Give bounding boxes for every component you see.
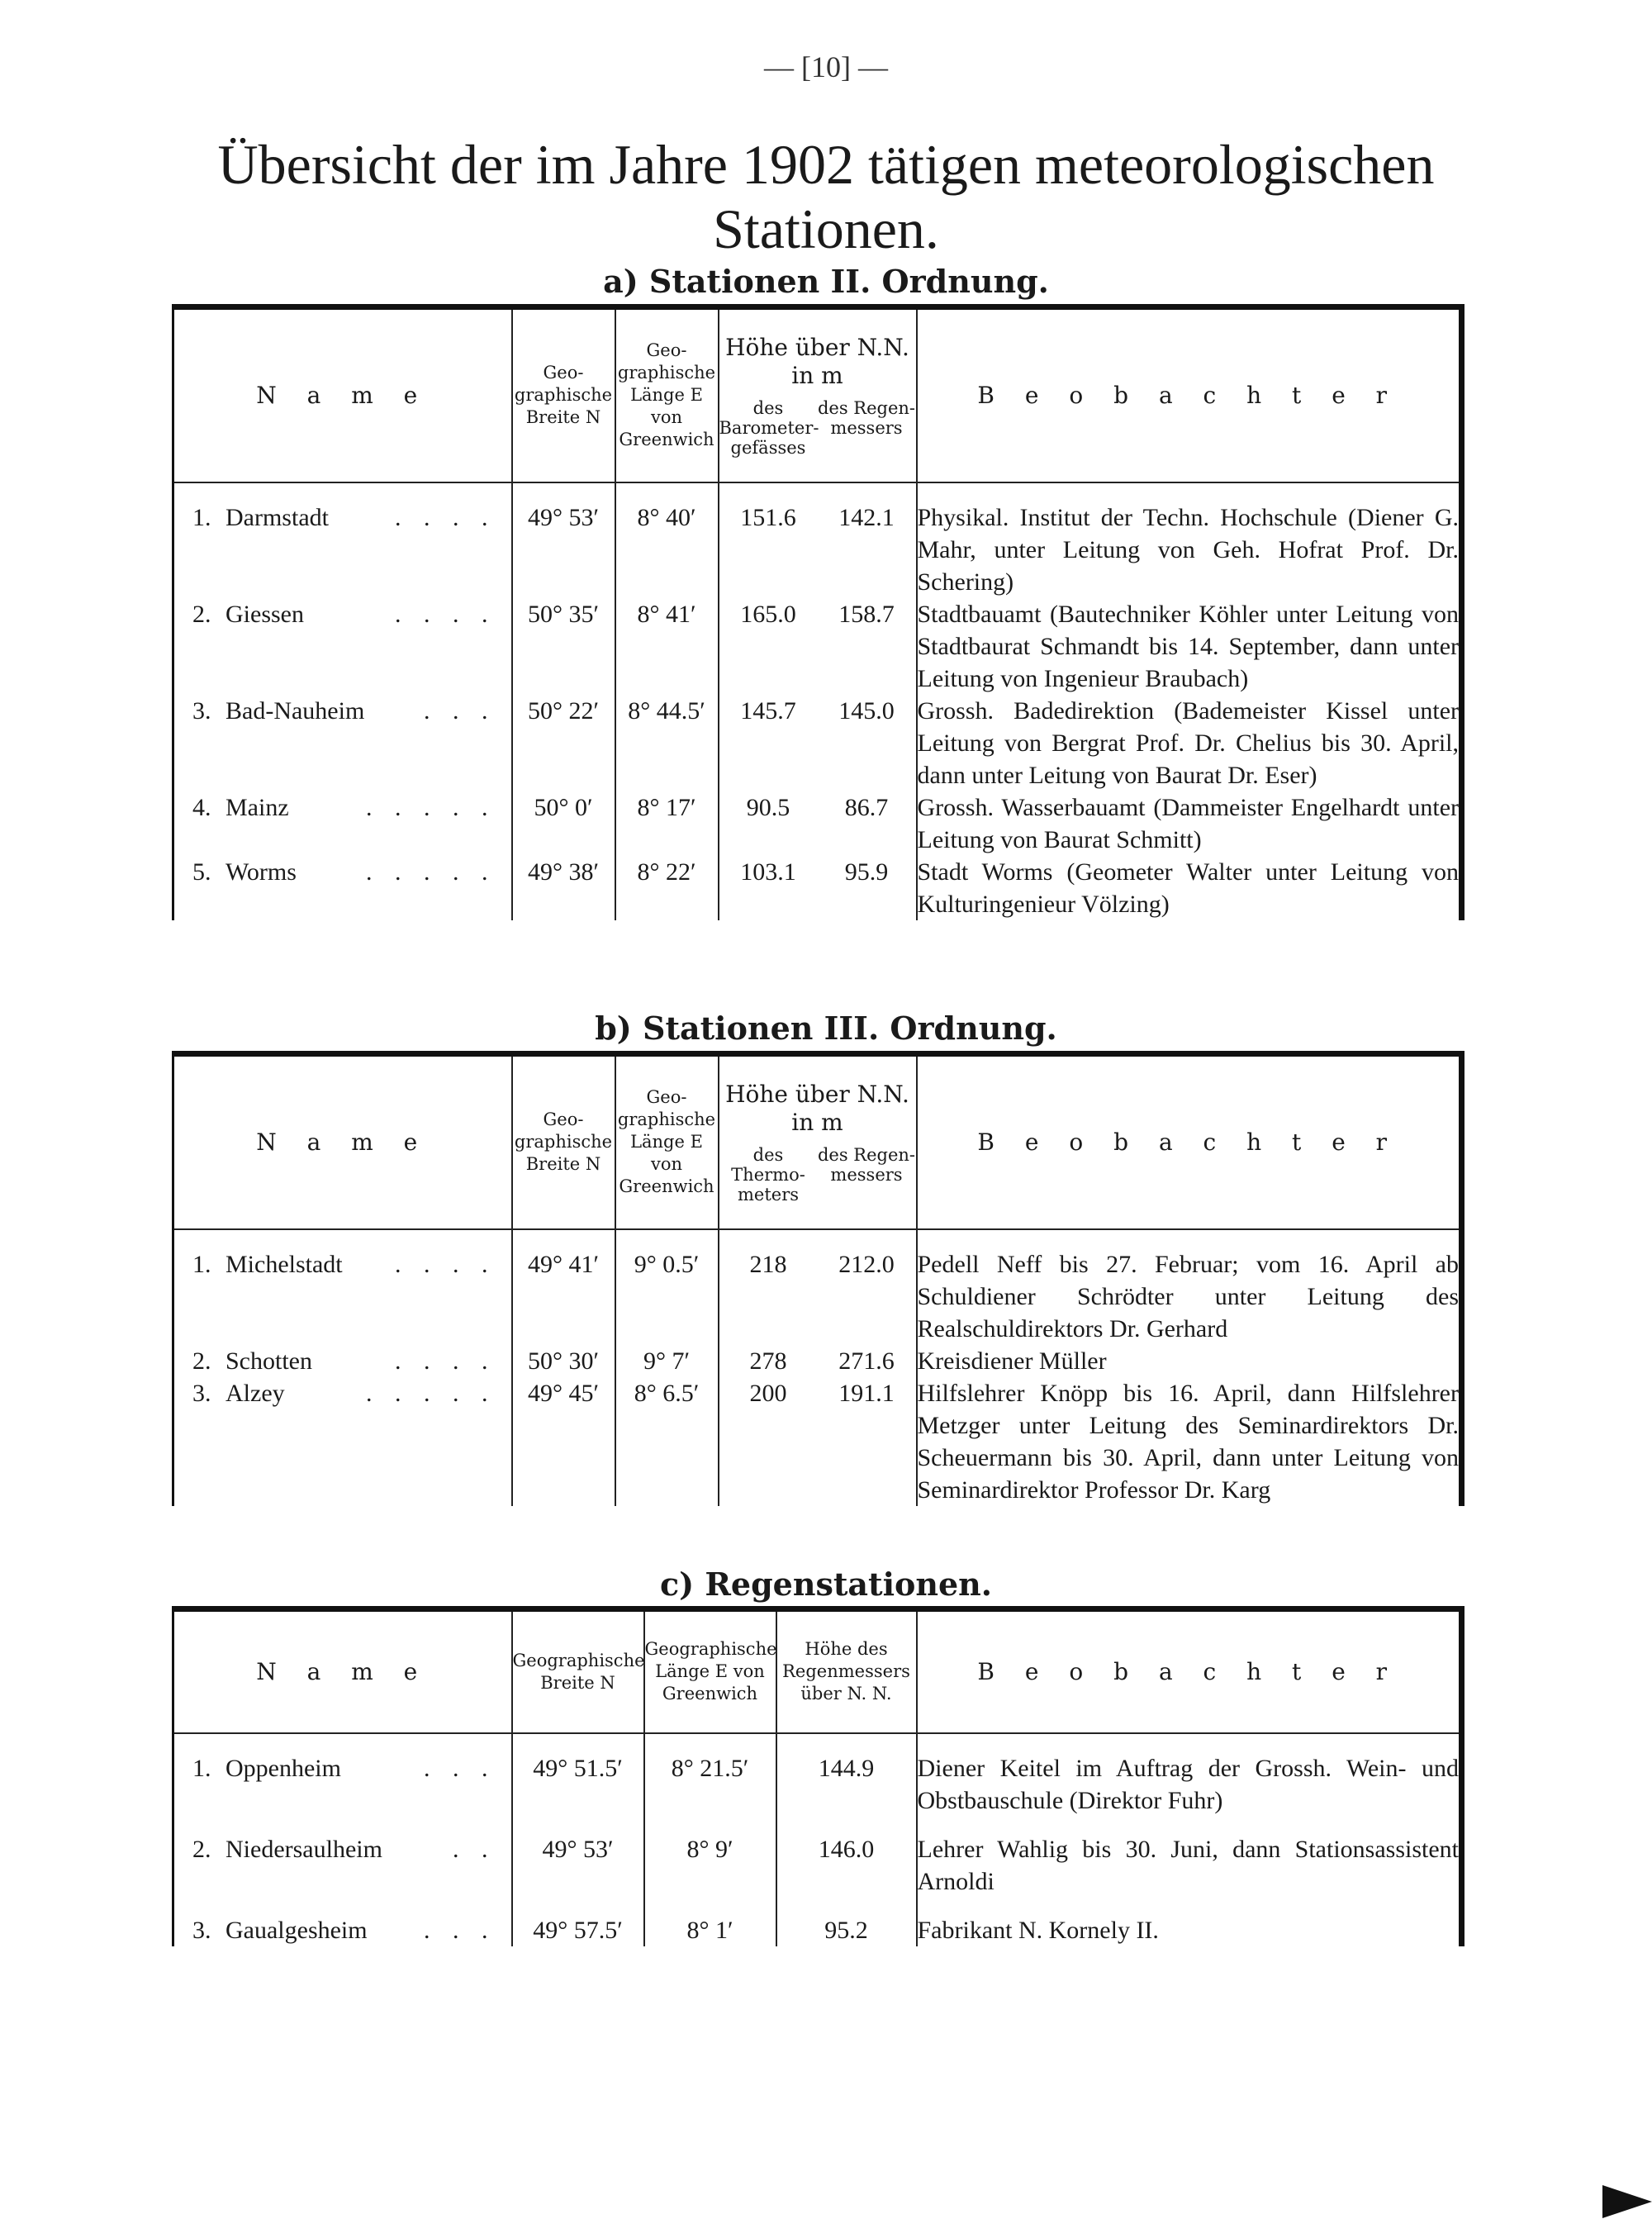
col-header-breite: Geographische Breite N xyxy=(512,1609,644,1733)
beobachter-value: Diener Keitel im Auftrag der Grossh. Wein- und Obstbauschule (Direktor Fuhr) xyxy=(917,1733,1462,1817)
hoehe-sub-regenmesser: des Regen-messers xyxy=(817,1144,916,1185)
row-number: 4. xyxy=(192,793,211,821)
col-header-beobachter: B e o b a c h t e r xyxy=(917,307,1462,482)
col-header-breite: Geo-graphische Breite N xyxy=(512,1054,615,1229)
leader-dots: . . . . xyxy=(395,1347,496,1375)
table-stationen-iii xyxy=(172,1051,1464,1506)
table-row xyxy=(173,1377,1462,1506)
hoehe-value-1: 218 xyxy=(749,1250,787,1278)
leader-dots: . . . xyxy=(424,1916,496,1944)
hoehe-value-2: 145.0 xyxy=(838,696,895,725)
hoehe-sub-thermometer: des Thermo-meters xyxy=(731,1144,805,1205)
station-name: Michelstadt xyxy=(225,1250,343,1278)
hoehe-value-1: 278 xyxy=(749,1347,787,1375)
row-number: 5. xyxy=(192,858,211,886)
leader-dots: . . . . . xyxy=(366,1379,496,1407)
leader-dots: . . . xyxy=(424,696,496,725)
table-row xyxy=(173,598,1462,695)
beobachter-value: Lehrer Wahlig bis 30. Juni, dann Stationsassistent Arnoldi xyxy=(917,1833,1462,1898)
hoehe-value-1: 200 xyxy=(749,1379,787,1407)
station-name: Giessen xyxy=(225,600,304,628)
breite-value: 50° 30′ xyxy=(512,1345,615,1377)
breite-value: 50° 22′ xyxy=(512,695,615,791)
row-number: 1. xyxy=(192,1754,211,1782)
table-row xyxy=(173,482,1462,598)
hoehe-label: Höhe über N.N. in m xyxy=(725,1080,909,1136)
beobachter-value: Grossh. Badedirektion (Bademeister Kissel unter Leitung von Bergrat Prof. Dr. Chelius bis 30. April, dann unter Leitung von Baurat Dr. Eser) xyxy=(917,695,1462,791)
laenge-value: 9° 0.5′ xyxy=(615,1229,719,1345)
leader-dots: . . xyxy=(453,1835,496,1863)
hoehe-value-2: 212.0 xyxy=(838,1250,895,1278)
station-name: Worms xyxy=(225,858,297,886)
hoehe-sub-regenmesser: des Regen-messers xyxy=(817,397,916,438)
section-heading-b: b) Stationen III. Ordnung. xyxy=(595,1010,1057,1047)
breite-value: 49° 53′ xyxy=(512,482,615,598)
beobachter-value: Pedell Neff bis 27. Februar; vom 16. April ab Schuldiener Schrödter unter Leitung des Realschuldirektors Dr. Gerhard xyxy=(917,1229,1462,1345)
table-regenstationen xyxy=(172,1606,1464,1946)
breite-value: 49° 53′ xyxy=(512,1833,644,1898)
row-number: 3. xyxy=(192,696,211,725)
beobachter-value: Hilfslehrer Knöpp bis 16. April, dann Hilfslehrer Metzger unter Leitung des Seminardirektors Dr. Scheuermann bis 30. April, dann unter Leitung von Seminardirektor Professor Dr. Karg xyxy=(917,1377,1462,1506)
leader-dots: . . . . xyxy=(395,503,496,531)
beobachter-value: Physikal. Institut der Techn. Hochschule (Diener G. Mahr, unter Leitung von Geh. Hofrat Prof. Dr. Schering) xyxy=(917,482,1462,598)
table-row xyxy=(173,1229,1462,1345)
page-number: — [10] — xyxy=(764,50,888,83)
leader-dots: . . . . xyxy=(395,1250,496,1278)
hoehe-label: Höhe über N.N. in m xyxy=(725,333,909,389)
station-name: Schotten xyxy=(225,1347,312,1375)
hoehe-value-1: 103.1 xyxy=(740,858,796,886)
table-row xyxy=(173,1733,1462,1817)
col-header-laenge: Geographische Länge E von Greenwich xyxy=(644,1609,776,1733)
col-header-laenge: Geo-graphische Länge E von Greenwich xyxy=(615,1054,719,1229)
table-row xyxy=(173,856,1462,920)
laenge-value: 8° 41′ xyxy=(615,598,719,695)
section-heading-a: a) Stationen II. Ordnung. xyxy=(603,263,1049,300)
row-number: 1. xyxy=(192,1250,211,1278)
laenge-value: 8° 17′ xyxy=(615,791,719,856)
section-heading-c: c) Regenstationen. xyxy=(659,1566,993,1603)
col-header-name: N a m e xyxy=(173,1054,512,1229)
station-name: Niedersaulheim xyxy=(225,1835,382,1863)
laenge-value: 8° 6.5′ xyxy=(615,1377,719,1506)
row-number: 3. xyxy=(192,1916,211,1944)
table-stationen-ii xyxy=(172,304,1464,920)
laenge-value: 9° 7′ xyxy=(615,1345,719,1377)
beobachter-value: Kreisdiener Müller xyxy=(917,1345,1462,1377)
page-title: Übersicht der im Jahre 1902 tätigen meteorologischen Stationen. xyxy=(217,133,1435,260)
beobachter-value: Stadtbauamt (Bautechniker Köhler unter Leitung von Stadtbaurat Schmandt bis 14. September, dann unter Leitung von Ingenieur Braubach) xyxy=(917,598,1462,695)
hoehe-value-1: 151.6 xyxy=(740,503,796,531)
page-turn-arrow-icon xyxy=(1602,2185,1652,2218)
hoehe-value-2: 142.1 xyxy=(838,503,895,531)
leader-dots: . . . . . xyxy=(366,793,496,821)
hoehe-sub-barometer: des Barometer-gefässes xyxy=(719,397,819,458)
laenge-value: 8° 9′ xyxy=(644,1833,776,1898)
hoehe-value-1: 165.0 xyxy=(740,600,796,628)
col-header-hoehe xyxy=(719,307,917,482)
table-row xyxy=(173,1914,1462,1946)
row-spacer xyxy=(173,1898,1462,1914)
laenge-value: 8° 22′ xyxy=(615,856,719,920)
beobachter-value: Fabrikant N. Kornely II. xyxy=(917,1914,1462,1946)
leader-dots: . . . xyxy=(424,1754,496,1782)
breite-value: 50° 0′ xyxy=(512,791,615,856)
hoehe-value-2: 86.7 xyxy=(844,793,889,821)
leader-dots: . . . . xyxy=(395,600,496,628)
hoehe-value-2: 191.1 xyxy=(838,1379,895,1407)
row-spacer xyxy=(173,1817,1462,1833)
station-name: Alzey xyxy=(225,1379,285,1407)
table-row xyxy=(173,791,1462,856)
row-number: 2. xyxy=(192,1835,211,1863)
beobachter-value: Stadt Worms (Geometer Walter unter Leitung von Kulturingenieur Völzing) xyxy=(917,856,1462,920)
beobachter-value: Grossh. Wasserbauamt (Dammeister Engelhardt unter Leitung von Baurat Schmitt) xyxy=(917,791,1462,856)
station-name: Gaualgesheim xyxy=(225,1916,368,1944)
hoehe-value: 95.2 xyxy=(776,1914,917,1946)
station-name: Bad-Nauheim xyxy=(225,696,365,725)
hoehe-value-2: 95.9 xyxy=(844,858,889,886)
col-header-name: N a m e xyxy=(173,307,512,482)
breite-value: 50° 35′ xyxy=(512,598,615,695)
col-header-breite: Geo-graphische Breite N xyxy=(512,307,615,482)
breite-value: 49° 45′ xyxy=(512,1377,615,1506)
laenge-value: 8° 21.5′ xyxy=(644,1733,776,1817)
hoehe-value: 146.0 xyxy=(776,1833,917,1898)
row-number: 1. xyxy=(192,503,211,531)
hoehe-value-1: 145.7 xyxy=(740,696,796,725)
row-number: 2. xyxy=(192,1347,211,1375)
row-number: 2. xyxy=(192,600,211,628)
table-row xyxy=(173,1345,1462,1377)
col-header-hoehe: Höhe des Regenmessers über N. N. xyxy=(776,1609,917,1733)
hoehe-value-1: 90.5 xyxy=(746,793,790,821)
table-row xyxy=(173,1833,1462,1898)
breite-value: 49° 51.5′ xyxy=(512,1733,644,1817)
hoehe-value-2: 271.6 xyxy=(838,1347,895,1375)
breite-value: 49° 57.5′ xyxy=(512,1914,644,1946)
col-header-hoehe xyxy=(719,1054,917,1229)
hoehe-value-2: 158.7 xyxy=(838,600,895,628)
station-name: Mainz xyxy=(225,793,289,821)
col-header-beobachter: B e o b a c h t e r xyxy=(917,1054,1462,1229)
laenge-value: 8° 40′ xyxy=(615,482,719,598)
laenge-value: 8° 1′ xyxy=(644,1914,776,1946)
laenge-value: 8° 44.5′ xyxy=(615,695,719,791)
station-name: Oppenheim xyxy=(225,1754,341,1782)
col-header-name: N a m e xyxy=(173,1609,512,1733)
leader-dots: . . . . . xyxy=(366,858,496,886)
breite-value: 49° 38′ xyxy=(512,856,615,920)
col-header-beobachter: B e o b a c h t e r xyxy=(917,1609,1462,1733)
station-name: Darmstadt xyxy=(225,503,329,531)
hoehe-value: 144.9 xyxy=(776,1733,917,1817)
col-header-laenge: Geo-graphische Länge E von Greenwich xyxy=(615,307,719,482)
row-number: 3. xyxy=(192,1379,211,1407)
table-row xyxy=(173,695,1462,791)
breite-value: 49° 41′ xyxy=(512,1229,615,1345)
